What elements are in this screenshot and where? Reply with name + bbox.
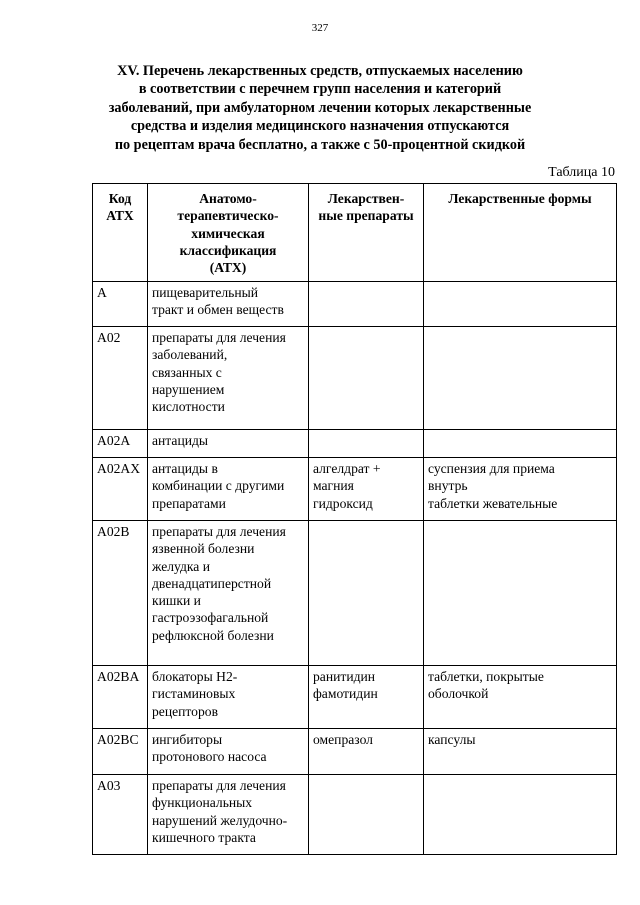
classification-cell <box>148 430 309 458</box>
classification-cell <box>148 729 309 775</box>
classification-line: пищеварительный <box>152 285 259 300</box>
header-code <box>93 184 148 282</box>
page-number: 327 <box>311 22 329 34</box>
classification-line: двенадцатиперстной <box>152 575 272 591</box>
classification-line: нарушением <box>152 381 225 397</box>
title-line: XV. Перечень лекарственных средств, отпускаемых населению <box>117 63 523 79</box>
header-line: химическая <box>191 225 265 241</box>
classification-line: рецепторов <box>152 703 218 719</box>
forms-cell <box>424 521 617 666</box>
classification-line: гистаминовых <box>152 686 236 702</box>
drugs-cell <box>309 775 424 855</box>
classification-line: комбинации с другими <box>152 478 285 494</box>
atx-code-cell: А <box>93 282 148 327</box>
table-header-row <box>93 184 617 282</box>
header-line: Лекарствен- <box>327 191 405 206</box>
classification-line: ингибиторы <box>152 732 223 747</box>
classification-line: тракт и обмен веществ <box>152 302 284 318</box>
classification-line: функциональных <box>152 795 253 811</box>
classification-line: кишечного тракта <box>152 829 256 845</box>
forms-cell <box>424 729 617 775</box>
classification-cell <box>148 521 309 666</box>
drugs-line: фамотидин <box>313 686 378 702</box>
forms-cell <box>424 458 617 521</box>
atx-table <box>92 183 617 855</box>
header-line: Лекарственные формы <box>448 191 592 206</box>
header-line: терапевтическо- <box>177 208 279 224</box>
classification-line: препараты для лечения <box>152 330 286 345</box>
forms-line: капсулы <box>428 732 476 747</box>
classification-line: антациды <box>152 433 209 448</box>
forms-cell <box>424 430 617 458</box>
classification-line: антациды в <box>152 461 218 476</box>
classification-line: гастроэзофагальной <box>152 610 269 626</box>
forms-line: суспензия для приема <box>428 461 555 476</box>
drugs-line: алгелдрат + <box>313 461 381 476</box>
classification-line: связанных с <box>152 364 222 380</box>
table-row <box>93 521 617 666</box>
classification-line: язвенной болезни <box>152 541 255 557</box>
forms-line: таблетки жевательные <box>428 495 558 511</box>
drugs-cell <box>309 458 424 521</box>
classification-line: кислотности <box>152 399 225 415</box>
drugs-line: гидроксид <box>313 495 373 511</box>
forms-cell <box>424 327 617 430</box>
title-line: в соответствии с перечнем групп населения и категорий <box>138 81 502 98</box>
classification-cell <box>148 458 309 521</box>
header-forms <box>424 184 617 282</box>
classification-line: препараты для лечения <box>152 524 286 539</box>
classification-line: заболеваний, <box>152 347 228 363</box>
drugs-cell <box>309 666 424 729</box>
atx-code-cell: A02BC <box>93 729 148 775</box>
header-line: АТХ <box>106 208 134 224</box>
header-drugs <box>309 184 424 282</box>
drugs-cell <box>309 282 424 327</box>
title-line: по рецептам врача бесплатно, а также с 50-процентной скидкой <box>114 136 526 153</box>
drugs-cell <box>309 521 424 666</box>
table-row <box>93 430 617 458</box>
table-row <box>93 666 617 729</box>
drugs-line: омепразол <box>313 732 373 747</box>
classification-cell <box>148 666 309 729</box>
forms-cell <box>424 666 617 729</box>
atx-code-cell: A02 <box>93 327 148 430</box>
atx-code-cell: A03 <box>93 775 148 855</box>
table-row <box>93 729 617 775</box>
header-classification <box>148 184 309 282</box>
table-label: Таблица 10 <box>548 165 615 180</box>
classification-cell <box>148 282 309 327</box>
classification-line: кишки и <box>152 593 201 609</box>
table-row <box>93 282 617 327</box>
table-row <box>93 775 617 855</box>
classification-line: протонового насоса <box>152 749 267 765</box>
forms-cell <box>424 282 617 327</box>
forms-line: таблетки, покрытые <box>428 669 544 684</box>
drugs-cell <box>309 430 424 458</box>
drugs-cell <box>309 729 424 775</box>
drugs-cell <box>309 327 424 430</box>
forms-cell <box>424 775 617 855</box>
header-line: (АТХ) <box>209 260 247 276</box>
atx-code-cell: A02AX <box>93 458 148 521</box>
header-line: ные препараты <box>318 208 414 224</box>
classification-line: блокаторы Н2- <box>152 669 238 684</box>
header-line: Анатомо- <box>199 191 257 206</box>
forms-line: внутрь <box>428 478 468 494</box>
header-line: классификация <box>179 242 277 258</box>
drugs-line: ранитидин <box>313 669 376 684</box>
title-line: средства и изделия медицинского назначения отпускаются <box>130 118 510 135</box>
header-line: Код <box>108 191 132 206</box>
atx-code-cell: A02BA <box>93 666 148 729</box>
atx-code-cell: A02B <box>93 521 148 666</box>
classification-line: нарушений желудочно- <box>152 812 288 828</box>
atx-code-cell: A02A <box>93 430 148 458</box>
forms-line: оболочкой <box>428 686 489 702</box>
title-line: заболеваний, при амбулаторном лечении которых лекарственные <box>108 99 532 116</box>
classification-line: желудка и <box>152 558 210 574</box>
classification-line: препаратами <box>152 495 226 511</box>
classification-line: препараты для лечения <box>152 778 286 793</box>
classification-line: рефлюксной болезни <box>152 627 274 643</box>
classification-cell <box>148 775 309 855</box>
drugs-line: магния <box>313 478 354 494</box>
table-row <box>93 327 617 430</box>
document-title <box>40 62 600 154</box>
table-row <box>93 458 617 521</box>
classification-cell <box>148 327 309 430</box>
